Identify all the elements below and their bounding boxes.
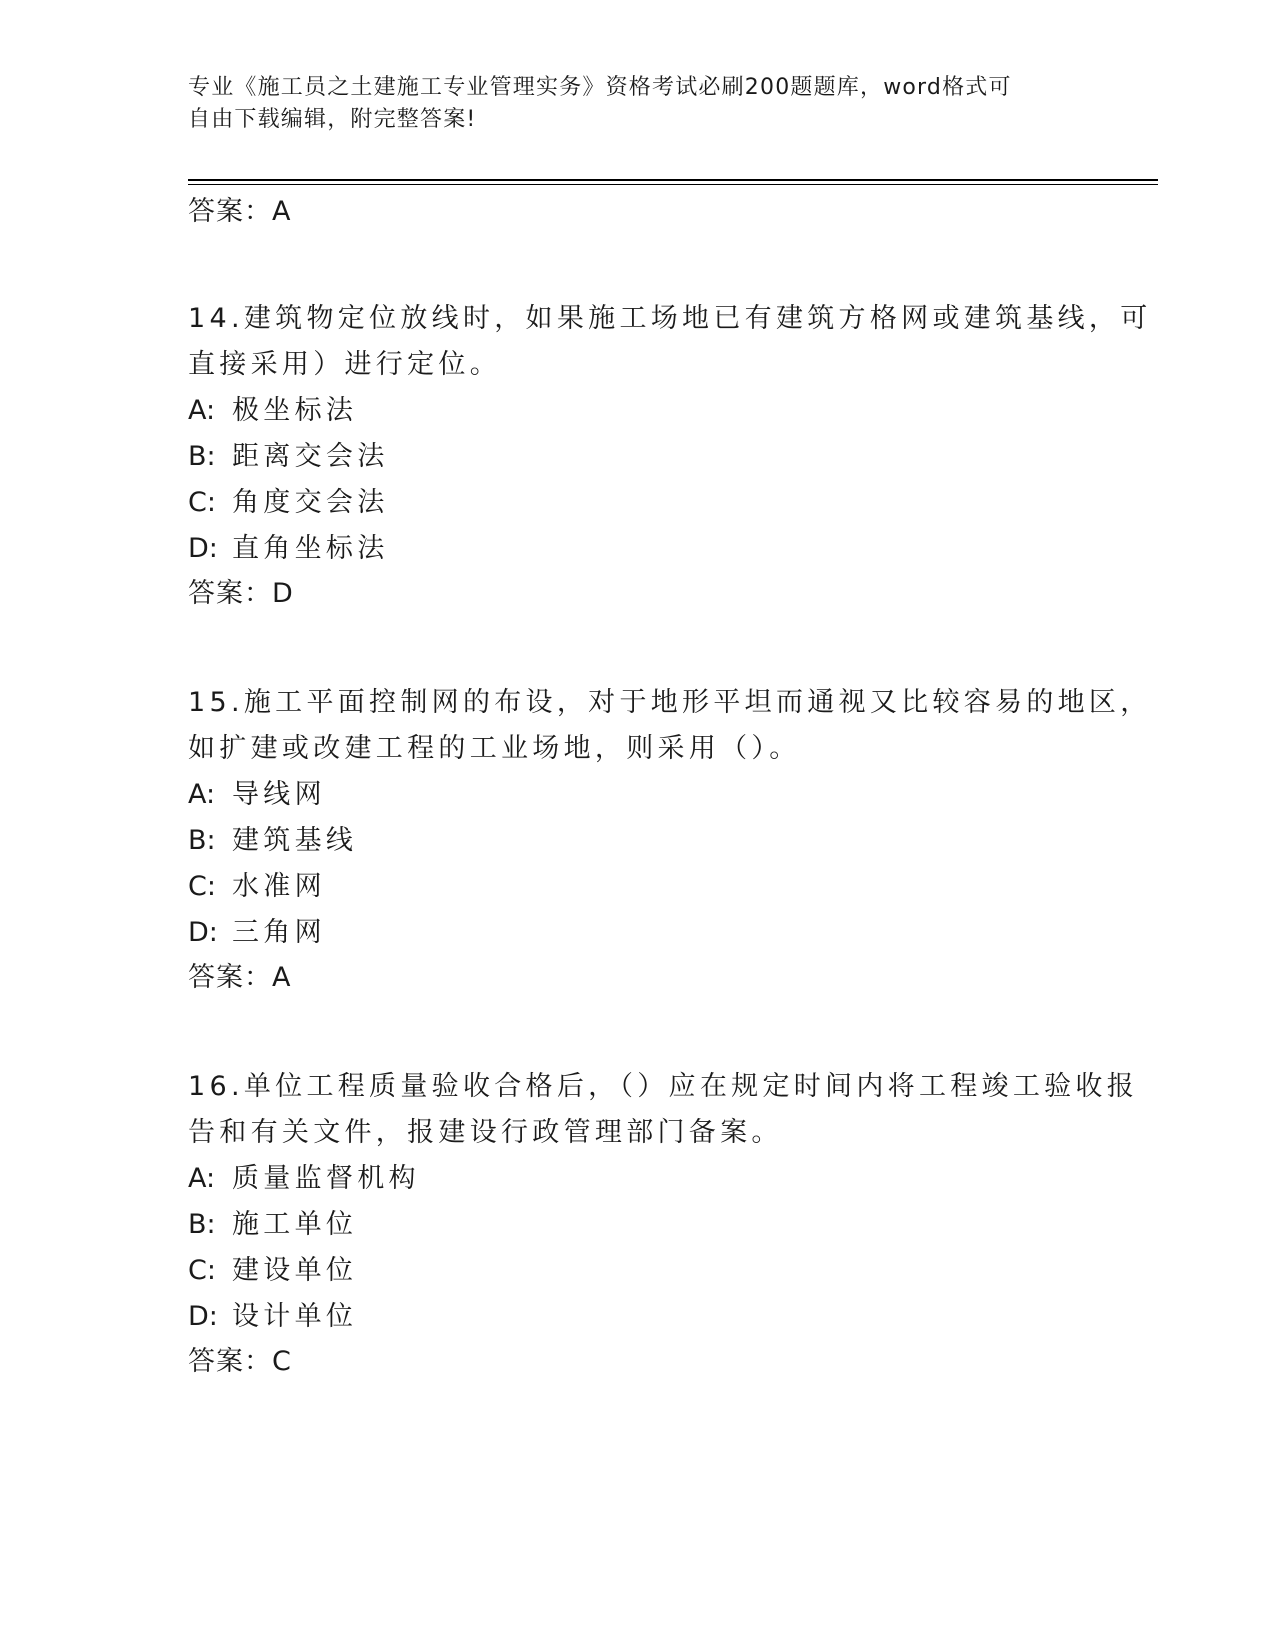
option-letter: D: xyxy=(188,533,218,564)
option-c xyxy=(188,480,1088,526)
option-text: 建设单位 xyxy=(232,1255,358,1286)
option-letter: A: xyxy=(188,395,216,426)
header-divider-thin xyxy=(188,184,1158,185)
question-stem-line-1: 14.建筑物定位放线时，如果施工场地已有建筑方格网或建筑基线，可 xyxy=(188,303,1152,334)
option-text: 角度交会法 xyxy=(232,487,389,518)
option-a xyxy=(188,772,1088,818)
question-answer: 答案：A xyxy=(188,962,292,993)
option-c xyxy=(188,864,1088,910)
option-a xyxy=(188,388,1088,434)
option-letter: A: xyxy=(188,1163,216,1194)
option-text: 建筑基线 xyxy=(232,825,358,856)
option-text: 质量监督机构 xyxy=(232,1163,420,1194)
question-stem-line-1: 15.施工平面控制网的布设，对于地形平坦而通视又比较容易的地区， xyxy=(188,687,1152,718)
option-text: 三角网 xyxy=(232,917,326,948)
option-text: 施工单位 xyxy=(232,1209,358,1240)
option-letter: C: xyxy=(188,871,216,902)
option-letter: C: xyxy=(188,487,216,518)
question-16 xyxy=(188,1064,1139,1384)
option-d xyxy=(188,526,1088,572)
header-divider-thick xyxy=(188,179,1158,181)
question-answer: 答案：C xyxy=(188,1346,292,1377)
option-letter: B: xyxy=(188,1209,216,1240)
question-list xyxy=(188,192,1152,1384)
option-letter: B: xyxy=(188,441,216,472)
previous-question-answer: 答案：A xyxy=(188,196,292,227)
option-c xyxy=(188,1248,1088,1294)
question-stem-line-2: 如扩建或改建工程的工业场地，则采用（）。 xyxy=(188,733,801,764)
option-text: 导线网 xyxy=(232,779,326,810)
question-answer: 答案：D xyxy=(188,578,294,609)
option-b xyxy=(188,818,1088,864)
question-15 xyxy=(188,680,1152,1000)
document-header xyxy=(188,72,1088,136)
header-title-line-2: 自由下载编辑，附完整答案! xyxy=(188,107,477,132)
option-b xyxy=(188,1202,1088,1248)
option-text: 设计单位 xyxy=(232,1301,358,1332)
question-stem xyxy=(188,680,1152,772)
option-d xyxy=(188,1294,1088,1340)
question-stem xyxy=(188,1064,1139,1156)
option-text: 距离交会法 xyxy=(232,441,389,472)
option-letter: D: xyxy=(188,917,218,948)
question-stem xyxy=(188,296,1152,388)
option-letter: D: xyxy=(188,1301,218,1332)
option-letter: B: xyxy=(188,825,216,856)
option-text: 直角坐标法 xyxy=(232,533,389,564)
option-d xyxy=(188,910,1088,956)
header-title-line-1: 专业《施工员之土建施工专业管理实务》资格考试必刷200题题库，word格式可 xyxy=(188,75,1012,100)
question-14 xyxy=(188,296,1152,616)
option-letter: A: xyxy=(188,779,216,810)
option-text: 极坐标法 xyxy=(232,395,358,426)
question-stem-line-2: 直接采用）进行定位。 xyxy=(188,349,501,380)
question-stem-line-2: 告和有关文件，报建设行政管理部门备案。 xyxy=(188,1117,783,1148)
question-stem-line-1: 16.单位工程质量验收合格后，（）应在规定时间内将工程竣工验收报 xyxy=(188,1071,1139,1102)
option-b xyxy=(188,434,1088,480)
option-text: 水准网 xyxy=(232,871,326,902)
option-letter: C: xyxy=(188,1255,216,1286)
option-a xyxy=(188,1156,1088,1202)
